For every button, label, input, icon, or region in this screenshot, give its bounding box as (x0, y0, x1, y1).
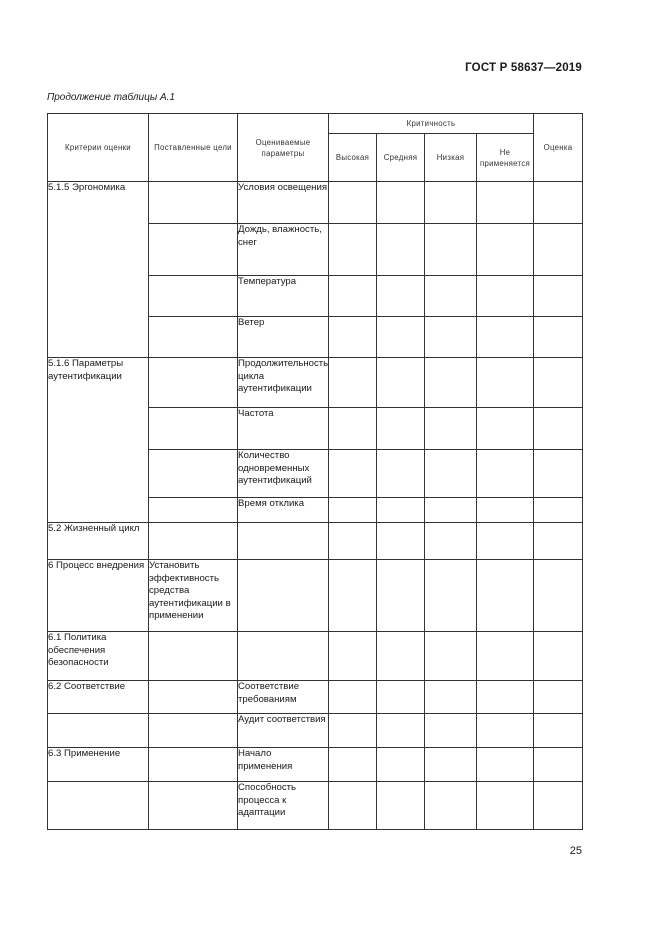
criteria-cell: 6.3 Применение (48, 748, 149, 782)
criteria-cell: 6 Процесс внедрения (48, 560, 149, 632)
criteria-cell: 5.1.6 Параметры аутентификации (48, 358, 149, 523)
na-cell (477, 317, 534, 358)
low-cell (425, 523, 477, 560)
param-cell: Аудит соответствия (238, 714, 329, 748)
high-cell (329, 408, 377, 450)
low-cell (425, 182, 477, 224)
medium-cell (377, 560, 425, 632)
na-cell (477, 782, 534, 830)
low-cell (425, 317, 477, 358)
high-cell (329, 560, 377, 632)
page-number: 25 (569, 845, 582, 857)
criteria-cell: 6.1 Политика обеспечения безопасности (48, 632, 149, 681)
header-criticality: Критичность (329, 114, 534, 134)
high-cell (329, 317, 377, 358)
medium-cell (377, 714, 425, 748)
param-cell (238, 560, 329, 632)
medium-cell (377, 632, 425, 681)
param-cell: Дождь, влажность, снег (238, 224, 329, 276)
header-criteria: Критерии оценки (48, 114, 149, 182)
goals-cell (149, 681, 238, 714)
medium-cell (377, 224, 425, 276)
param-cell: Способность процесса к адаптации (238, 782, 329, 830)
goals-cell (149, 224, 238, 276)
criteria-cell: 5.2 Жизненный цикл (48, 523, 149, 560)
high-cell (329, 714, 377, 748)
header-not-applicable: Не применяется (477, 134, 534, 182)
param-cell: Количество одновременных аутентификаций (238, 450, 329, 498)
medium-cell (377, 523, 425, 560)
param-cell: Ветер (238, 317, 329, 358)
low-cell (425, 276, 477, 317)
header-high: Высокая (329, 134, 377, 182)
score-cell (534, 681, 583, 714)
high-cell (329, 358, 377, 408)
table-row (48, 523, 583, 560)
high-cell (329, 632, 377, 681)
table-row (48, 681, 583, 714)
medium-cell (377, 450, 425, 498)
medium-cell (377, 182, 425, 224)
low-cell (425, 450, 477, 498)
na-cell (477, 182, 534, 224)
na-cell (477, 748, 534, 782)
low-cell (425, 498, 477, 523)
goals-cell (149, 782, 238, 830)
na-cell (477, 224, 534, 276)
score-cell (534, 182, 583, 224)
na-cell (477, 681, 534, 714)
high-cell (329, 782, 377, 830)
criteria-cell (48, 714, 149, 748)
na-cell (477, 498, 534, 523)
low-cell (425, 560, 477, 632)
medium-cell (377, 498, 425, 523)
low-cell (425, 224, 477, 276)
table-row (48, 782, 583, 830)
low-cell (425, 782, 477, 830)
medium-cell (377, 408, 425, 450)
param-cell: Продолжительность цикла аутентификации (238, 358, 329, 408)
score-cell (534, 450, 583, 498)
low-cell (425, 408, 477, 450)
goals-cell (149, 276, 238, 317)
header-goals: Поставленные цели (149, 114, 238, 182)
table-caption: Продолжение таблицы А.1 (47, 92, 175, 103)
param-cell: Условия освещения (238, 182, 329, 224)
criteria-cell: 6.2 Соответствие (48, 681, 149, 714)
goals-cell (149, 182, 238, 224)
score-cell (534, 632, 583, 681)
param-cell (238, 632, 329, 681)
header-medium: Средняя (377, 134, 425, 182)
table-row (48, 560, 583, 632)
na-cell (477, 632, 534, 681)
high-cell (329, 276, 377, 317)
header-params: Оцениваемые параметры (238, 114, 329, 182)
score-cell (534, 276, 583, 317)
goals-cell (149, 317, 238, 358)
goals-cell (149, 498, 238, 523)
criteria-cell: 5.1.5 Эргономика (48, 182, 149, 358)
na-cell (477, 408, 534, 450)
score-cell (534, 317, 583, 358)
header-score: Оценка (534, 114, 583, 182)
table-row (48, 182, 583, 224)
medium-cell (377, 782, 425, 830)
goals-cell: Установить эффективность средства аутентификации в применении (149, 560, 238, 632)
medium-cell (377, 358, 425, 408)
na-cell (477, 450, 534, 498)
high-cell (329, 450, 377, 498)
low-cell (425, 632, 477, 681)
param-cell: Температура (238, 276, 329, 317)
score-cell (534, 408, 583, 450)
low-cell (425, 358, 477, 408)
table-row (48, 358, 583, 408)
score-cell (534, 560, 583, 632)
high-cell (329, 182, 377, 224)
score-cell (534, 748, 583, 782)
na-cell (477, 358, 534, 408)
low-cell (425, 681, 477, 714)
table-row (48, 714, 583, 748)
score-cell (534, 224, 583, 276)
goals-cell (149, 748, 238, 782)
na-cell (477, 714, 534, 748)
high-cell (329, 748, 377, 782)
header-low: Низкая (425, 134, 477, 182)
score-cell (534, 714, 583, 748)
high-cell (329, 224, 377, 276)
high-cell (329, 681, 377, 714)
score-cell (534, 358, 583, 408)
param-cell: Начало применения (238, 748, 329, 782)
goals-cell (149, 714, 238, 748)
param-cell (238, 523, 329, 560)
goals-cell (149, 632, 238, 681)
score-cell (534, 523, 583, 560)
goals-cell (149, 408, 238, 450)
table-row (48, 632, 583, 681)
param-cell: Соответствие требованиям (238, 681, 329, 714)
param-cell: Время отклика (238, 498, 329, 523)
medium-cell (377, 276, 425, 317)
standard-designation: ГОСТ Р 58637—2019 (465, 62, 582, 74)
high-cell (329, 498, 377, 523)
goals-cell (149, 523, 238, 560)
high-cell (329, 523, 377, 560)
criteria-table (47, 113, 583, 830)
goals-cell (149, 450, 238, 498)
na-cell (477, 523, 534, 560)
param-cell: Частота (238, 408, 329, 450)
score-cell (534, 498, 583, 523)
score-cell (534, 782, 583, 830)
na-cell (477, 276, 534, 317)
medium-cell (377, 317, 425, 358)
low-cell (425, 748, 477, 782)
table-row (48, 748, 583, 782)
medium-cell (377, 748, 425, 782)
low-cell (425, 714, 477, 748)
na-cell (477, 560, 534, 632)
goals-cell (149, 358, 238, 408)
medium-cell (377, 681, 425, 714)
criteria-cell (48, 782, 149, 830)
